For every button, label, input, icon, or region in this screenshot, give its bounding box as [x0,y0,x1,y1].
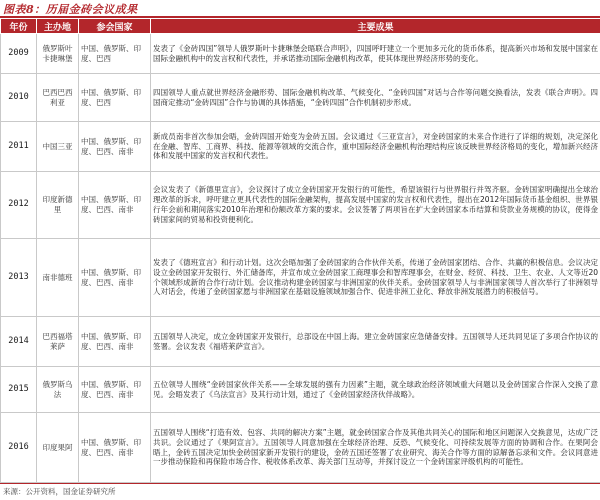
table-row [1,34,600,74]
row-venue: 南非德班 [37,239,79,317]
row-year: 2011 [1,122,37,172]
figure-title: 图表8：历届金砖会议成果 [3,3,138,16]
row-members: 中国、俄罗斯、印度、巴西、南非 [79,239,151,317]
row-members: 中国、俄罗斯、印度、巴西、南非 [79,172,151,239]
table-row [1,239,600,317]
header-year: 年份 [1,19,37,34]
row-members: 中国、俄罗斯、印度、巴西、南非 [79,367,151,413]
row-venue: 中国三亚 [37,122,79,172]
row-result: 发表了《德班宣言》和行动计划。这次会晤加强了金砖国家的合作伙伴关系，传递了金砖国家团结、合作、共赢的积极信息。会议决定设立金砖国家开发银行、外汇储备库，并宣布成立金砖国家工商理事会和智库理事会，在财金、经贸、科技、卫生、农业、人文等近20个领域形成新的合作行动计划。会议推动构建金砖国家与非洲国家的伙伴关系。金砖国家领导人与非洲国家领导人首次举行了非洲领导人对话会，传递了金砖国家愿与非洲国家在基础设施领域加强合作、促进非洲工业化、释放非洲发展潜力的积极信号。 [151,239,600,317]
row-venue: 俄罗斯乌法 [37,367,79,413]
row-result: 会议发表了《新德里宣言》，会议探讨了成立金砖国家开发银行的可能性，希望该银行与世界银行并驾齐驱。金砖国家明确提出全球治理改革的诉求，呼吁建立更具代表性的国际金融架构，提高发展中国家的发言权和代表性，提出在2012年国际货币基金组织、世界银行年会前和期间落实2010年治理和份额改革方案的要求。会议签署了两项旨在扩大金砖国家本币结算和贷款业务规模的协议，使得金砖国家间的贸易和投资便利化。 [151,172,600,239]
row-venue: 印度新德里 [37,172,79,239]
row-members: 中国、俄罗斯、印度、巴西、南非 [79,317,151,367]
table-row [1,122,600,172]
row-result: 四国领导人重点就世界经济金融形势、国际金融机构改革、气候变化、“金砖四国”对话与合作等问题交换看法，发表《联合声明》。四国商定推动“金砖四国”合作与协调的具体措施，“金砖四国”合作机制初步形成。 [151,74,600,122]
header-members: 参会国家 [79,19,151,34]
row-members: 中国、俄罗斯、印度、巴西、南非 [79,122,151,172]
row-venue: 巴西福塔莱萨 [37,317,79,367]
header-venue: 主办地 [37,19,79,34]
table-row [1,172,600,239]
row-year: 2012 [1,172,37,239]
table-header-row [1,19,600,34]
row-year: 2010 [1,74,37,122]
row-year: 2016 [1,413,37,483]
row-venue: 巴西巴西利亚 [37,74,79,122]
row-result: 五国领导人决定，成立金砖国家开发银行，总部设在中国上海。建立金砖国家应急储备安排。五国领导人还共同见证了多项合作协议的签署。会议发表《福塔莱萨宣言》。 [151,317,600,367]
row-members: 中国、俄罗斯、印度、巴西、南非 [79,413,151,483]
row-result: 五位领导人围绕“金砖国家伙伴关系——全球发展的强有力因素”主题，就全球政治经济领域重大问题以及金砖国家合作深入交换了意见。会晤发表了《乌法宣言》及其行动计划，通过了《金砖国家经济伙伴战略》。 [151,367,600,413]
row-venue: 俄罗斯叶卡捷琳堡 [37,34,79,74]
row-result: 发表了《金砖四国”领导人俄罗斯叶卡捷琳堡会晤联合声明》，四国呼吁建立一个更加多元化的货币体系，提高新兴市场和发展中国家在国际金融机构中的发言权和代表性，并承诺推动国际金融机构改革，使其体现世界经济形势的变化。 [151,34,600,74]
table-row [1,317,600,367]
row-members: 中国、俄罗斯、印度、巴西 [79,34,151,74]
row-members: 中国、俄罗斯、印度、巴西 [79,74,151,122]
row-year: 2015 [1,367,37,413]
header-result: 主要成果 [151,19,600,34]
source-note: 来源：公开资料，国金证券研究所 [3,487,116,496]
row-year: 2014 [1,317,37,367]
row-year: 2013 [1,239,37,317]
table-row [1,413,600,483]
table-row [1,74,600,122]
summit-results-table [0,18,600,483]
row-result: 五国领导人围绕“打造有效、包容、共同的解决方案”主题，就金砖国家合作及其他共同关心的国际和地区问题深入交换意见，达成广泛共识。会议通过了《果阿宣言》。五国领导人同意加强在全球经济治理、反恐、气候变化、可持续发展等方面的协调和合作。在果阿会晤上，金砖五国决定加快金砖国家新开发银行的建设，金砖五国还签署了农业研究、海关合作等方面的谅解备忘录和文件。会议同意进一步推动保险和再保险市场合作、税收体系改革、海关部门互动等，并探讨设立一个金砖国家评级机构的可能性。 [151,413,600,483]
row-year: 2009 [1,34,37,74]
source-rule [0,483,600,484]
row-result: 新成员南非首次参加会晤，金砖四国开始变为金砖五国。会议通过《三亚宣言》，对金砖国家的未来合作进行了详细的规划，决定深化在金融、智库、工商界、科技、能源等领域的交流合作，重申国际经济金融机构治理结构应该反映世界经济格局的变化，增加新兴经济体和发展中国家的发言权和代表性。 [151,122,600,172]
table-row [1,367,600,413]
row-venue: 印度果阿 [37,413,79,483]
